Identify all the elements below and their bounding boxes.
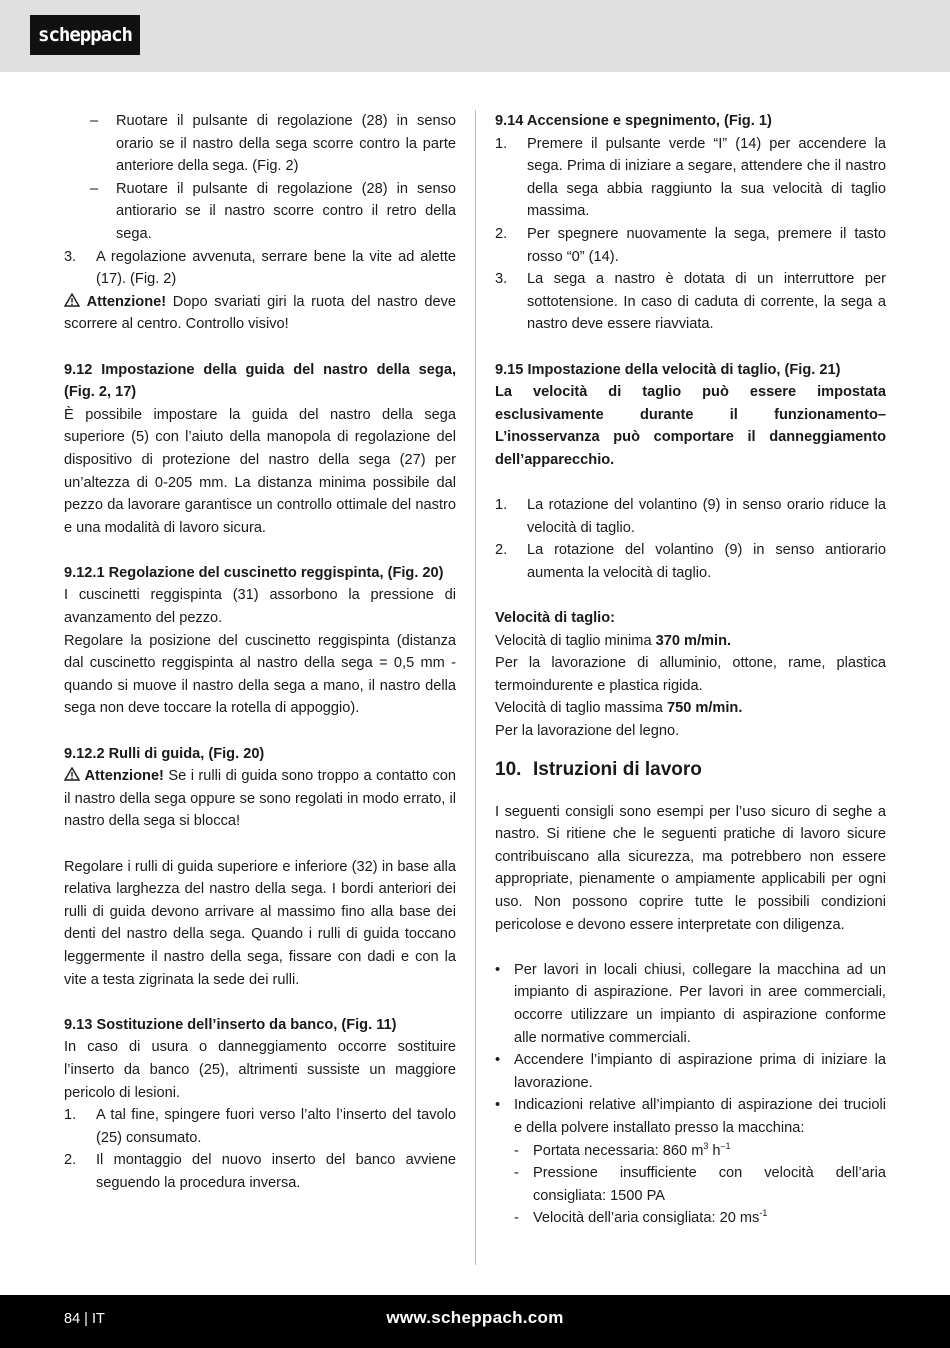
page-number: 84 | IT xyxy=(64,1311,105,1327)
section-heading: 9.12.2 Rulli di guida, (Fig. 20) xyxy=(64,745,265,762)
paragraph: In caso di usura o danneggiamento occorre sostituire l’inserto da banco (25), altrimenti sussiste un maggiore pericolo di lesioni. xyxy=(64,1039,456,1101)
sub-item: - Portata necessaria: 860 $m^3$ $h^{-1}$ xyxy=(514,1140,731,1159)
bullet-item: • Accendere l’impianto di aspirazione prima di iniziare la lavorazione. xyxy=(495,1052,886,1091)
page-footer xyxy=(0,1295,950,1348)
website-link[interactable]: www.scheppach.com xyxy=(386,1308,564,1327)
column-divider xyxy=(475,110,476,1265)
sub-item: - Pressione insufficiente con velocità dell’aria consigliata: 1500 PA xyxy=(514,1165,886,1204)
list-item: 2. Il montaggio del nuovo inserto del banco avviene seguendo la procedura inversa. xyxy=(64,1152,456,1191)
list-item: – Ruotare il pulsante di regolazione (28) in senso antiorario se il nastro scorre contro il retro della sega. xyxy=(90,180,456,242)
chapter-heading: 10. Istruzioni di lavoro xyxy=(495,758,702,780)
right-column xyxy=(495,110,886,1230)
paragraph: Per la lavorazione di alluminio, ottone, rame, plastica termoindurente e plastica rigida. xyxy=(495,655,886,694)
warning-note: Attenzione! Se i rulli di guida sono troppo a contatto con il nastro della sega oppure se sono regolati in modo errato, il nastro della sega si blocca! xyxy=(64,768,456,830)
left-column xyxy=(64,110,456,1195)
list-item: 1. A tal fine, spingere fuori verso l’alto l’inserto del tavolo (25) consumato. xyxy=(64,1107,456,1146)
section-heading: 9.15 Impostazione della velocità di taglio, (Fig. 21) xyxy=(495,361,841,378)
section-heading: 9.12.1 Regolazione del cuscinetto reggispinta, (Fig. 20) xyxy=(64,564,444,581)
list-item: – Ruotare il pulsante di regolazione (28) in senso orario se il nastro della sega scorre contro la parte anteriore della sega. (Fig. 2) xyxy=(90,113,456,175)
list-item: 3. La sega a nastro è dotata di un interruttore per sottotensione. In caso di caduta di corrente, la sega a nastro deve essere riavviata. xyxy=(495,271,886,333)
paragraph: Regolare i rulli di guida superiore e inferiore (32) in base alla relativa larghezza del nastro della sega. I bordi anteriori dei rulli di guida devono arrivare al massimo fino alla base dei denti del nastro della sega. Quando i rulli di guida toccano leggermente il nastro della sega, fissare con dadi e con la vite a testa zigrinata la sede dei rulli. xyxy=(64,858,456,988)
speed-min: Velocità di taglio minima 370 m/min. xyxy=(495,632,732,649)
bold-note: La velocità di taglio può essere impostata esclusivamente durante il funzionamento– L’inosservanza può comportare il danneggiamento dell’apparecchio. xyxy=(495,384,886,468)
scheppach-logo: scheppach xyxy=(30,15,140,55)
paragraph: I seguenti consigli sono esempi per l’uso sicuro di seghe a nastro. Si ritiene che le seguenti pratiche di lavoro sicure contribuiscano alla sicurezza, ma potrebbero non essere appropriate, pienamente o ampiamente applicabili per ogni uso. Non possono coprire tutte le possibili condizioni pericolose e devono essere interpretate con diligenza. xyxy=(495,803,886,933)
warning-icon xyxy=(64,767,80,781)
speed-max: Velocità di taglio massima 750 m/min. xyxy=(495,700,743,717)
bullet-item: • Per lavori in locali chiusi, collegare la macchina ad un impianto di aspirazione. Per lavori in aree commerciali, occorre utilizzare un impianto di aspirazione conforme alle normative commerciali. xyxy=(495,961,886,1046)
list-item: 1. La rotazione del volantino (9) in senso orario riduce la velocità di taglio. xyxy=(495,497,886,536)
section-heading: 9.12 Impostazione della guida del nastro della sega, (Fig. 2, 17) xyxy=(64,361,456,401)
paragraph: È possibile impostare la guida del nastro della sega superiore (5) con l’aiuto della manopola di regolazione del dispositivo di protezione del nastro della sega (27) per un’altezza di 0-205 mm. La distanza minima possibile dal pezzo da lavorare garantisce un controllo ottimale del nastro e una modalità di lavoro sicura. xyxy=(64,406,456,536)
paragraph: I cuscinetti reggispinta (31) assorbono la pressione di avanzamento del pezzo. xyxy=(64,587,456,627)
sub-item: - Velocità dell’aria consigliata: 20 $ms^{-1}$ xyxy=(514,1208,768,1227)
speed-heading: Velocità di taglio: xyxy=(495,610,616,627)
list-item: 1. Premere il pulsante verde “I” (14) per accendere la sega. Prima di iniziare a segare, attendere che il nastro della sega abbia raggiunto la sua velocità di taglio massima. xyxy=(495,135,886,220)
page-header xyxy=(0,0,950,72)
section-heading: 9.13 Sostituzione dell’inserto da banco, (Fig. 11) xyxy=(64,1016,397,1033)
section-heading: 9.14 Accensione e spegnimento, (Fig. 1) xyxy=(495,113,772,129)
paragraph: Per la lavorazione del legno. xyxy=(495,723,680,740)
bullet-item: • Indicazioni relative all’impianto di aspirazione dei trucioli e della polvere installato presso la macchina: xyxy=(495,1097,886,1136)
list-item: 2. La rotazione del volantino (9) in senso antiorario aumenta la velocità di taglio. xyxy=(495,542,886,581)
list-item: 2. Per spegnere nuovamente la sega, premere il tasto rosso “0” (14). xyxy=(495,225,886,265)
warning-note: Attenzione! Dopo svariati giri la ruota del nastro deve scorrere al centro. Controllo visivo! xyxy=(64,293,457,333)
warning-icon xyxy=(64,293,80,307)
list-item: 3. A regolazione avvenuta, serrare bene la vite ad alette (17). (Fig. 2) xyxy=(64,248,456,288)
paragraph: Regolare la posizione del cuscinetto reggispinta (distanza dal cuscinetto reggispinta al nastro della sega = 0,5 mm - quando si muove il nastro della sega a mano, il nastro della sega non deve toccare la rotella di appoggio). xyxy=(64,632,456,717)
